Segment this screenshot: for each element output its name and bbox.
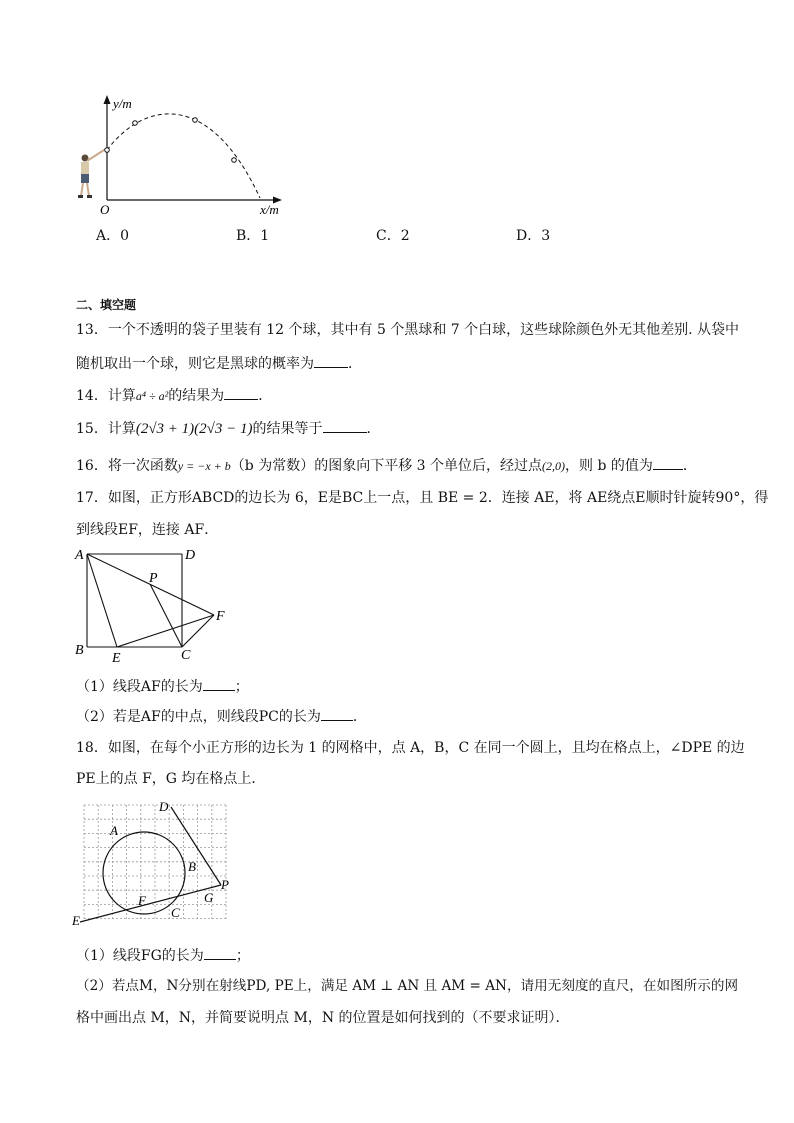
- q18-sub2-line1: （2）若点M，N分别在射线PD, PE上，满足 AM ⊥ AN 且 AM = AN，请用无刻度的直尺，在如图所示的网: [76, 978, 739, 994]
- segment-ef: [117, 615, 214, 647]
- q15: [76, 418, 381, 439]
- q14-post: 的结果为: [168, 388, 225, 404]
- option-d: D．3: [516, 228, 551, 244]
- q17-line1: 17．如图，正方形ABCD的边长为 6，E是BC上一点，且 BE = 2．连接 AE，将 AE绕点E顺时针旋转90°，得: [76, 490, 769, 506]
- q16-pre: 16．将一次函数: [76, 458, 178, 474]
- thrower-figure: [78, 150, 104, 198]
- q16-post: ，则 b 的值为: [565, 458, 653, 474]
- answer-blank: [321, 706, 353, 721]
- q18-sub1-text: （1）线段FG的长为: [76, 948, 204, 964]
- grid-figure: [70, 798, 240, 928]
- period: ．: [682, 458, 697, 474]
- q13-text: 随机取出一个球，则它是黑球的概率为: [76, 356, 314, 372]
- label-a: A: [75, 548, 84, 563]
- q18-line1: 18．如图，在每个小正方形的边长为 1 的网格中，点 A，B，C 在同一个圆上，且均在格点上，∠DPE 的边: [76, 740, 745, 756]
- section-title: 二、填空题: [76, 298, 137, 312]
- option-c: C．2: [376, 228, 410, 244]
- x-axis-label: x/m: [260, 202, 279, 217]
- q16: [76, 455, 697, 476]
- q14-expr: a⁴ ÷ a²: [135, 389, 169, 403]
- label-c: C: [171, 905, 180, 920]
- q14-pre: 14．计算: [76, 388, 136, 404]
- q17-sub1-text: （1）线段AF的长为: [76, 679, 203, 695]
- period: ．: [348, 356, 362, 372]
- period: ．: [258, 388, 273, 404]
- answer-blank: [653, 455, 683, 470]
- q17-sub2-text: （2）若是AF的中点，则线段PC的长为: [76, 709, 321, 725]
- trajectory-point: [193, 118, 198, 123]
- label-f: F: [216, 609, 225, 624]
- q15-expr: (2√3 + 1)(2√3 − 1): [135, 421, 253, 437]
- period: ．: [352, 709, 367, 725]
- trajectory-curve: [107, 114, 260, 198]
- label-p: P: [221, 877, 229, 892]
- ray-pd: [171, 807, 221, 885]
- period: ．: [366, 421, 381, 437]
- answer-blank: [204, 945, 236, 960]
- label-c: C: [181, 648, 191, 663]
- trajectory-point: [105, 148, 110, 153]
- label-b: B: [75, 643, 84, 658]
- q17-sub1: [76, 676, 249, 697]
- trajectory-point: [133, 121, 138, 126]
- q18-sub2-line2: 格中画出点 M，N，并简要说明点 M，N 的位置是如何找到的（不要求证明）．: [76, 1010, 570, 1026]
- segment-pc: [150, 584, 182, 647]
- y-axis-label: y/m: [113, 96, 132, 111]
- q16-mid: （b 为常数）的图象向下平移 3 个单位后，经过点: [230, 458, 542, 474]
- answer-blank: [323, 418, 367, 433]
- q13-line2: [76, 353, 362, 374]
- origin-label: O: [100, 202, 110, 217]
- label-d: D: [185, 548, 196, 563]
- square-figure: [72, 544, 242, 664]
- q18-line2: PE上的点 F，G 均在格点上．: [76, 771, 266, 787]
- label-a: A: [110, 823, 118, 838]
- answer-blank: [224, 385, 258, 400]
- option-a: A．0: [96, 228, 130, 244]
- segment-ae: [87, 554, 117, 647]
- projectile-graph: [70, 90, 300, 222]
- semicolon: ；: [235, 948, 250, 964]
- semicolon: ；: [234, 679, 249, 695]
- label-g: G: [204, 890, 214, 905]
- option-b: B．1: [236, 228, 270, 244]
- q14: [76, 385, 272, 406]
- q15-pre: 15．计算: [76, 421, 136, 437]
- q15-post: 的结果等于: [252, 421, 323, 437]
- q18-sub1: [76, 945, 250, 966]
- q17-sub2: [76, 706, 367, 727]
- q16-expr: y = −x + b: [177, 459, 231, 473]
- label-f: F: [138, 893, 146, 908]
- label-b: B: [188, 859, 196, 874]
- answer-blank: [314, 353, 348, 368]
- label-e: E: [72, 913, 80, 928]
- label-e: E: [112, 651, 121, 664]
- q17-line2: 到线段EF，连接 AF．: [76, 522, 219, 538]
- q13-line1: 13．一个不透明的袋子里装有 12 个球，其中有 5 个黑球和 7 个白球，这些球除颜色外无其他差别. 从袋中: [76, 322, 740, 338]
- label-d: D: [159, 799, 169, 814]
- label-p: P: [149, 571, 158, 586]
- answer-blank: [203, 676, 235, 691]
- q16-point: (2,0): [542, 459, 565, 473]
- y-axis-arrow: [104, 95, 111, 104]
- trajectory-point: [232, 158, 237, 163]
